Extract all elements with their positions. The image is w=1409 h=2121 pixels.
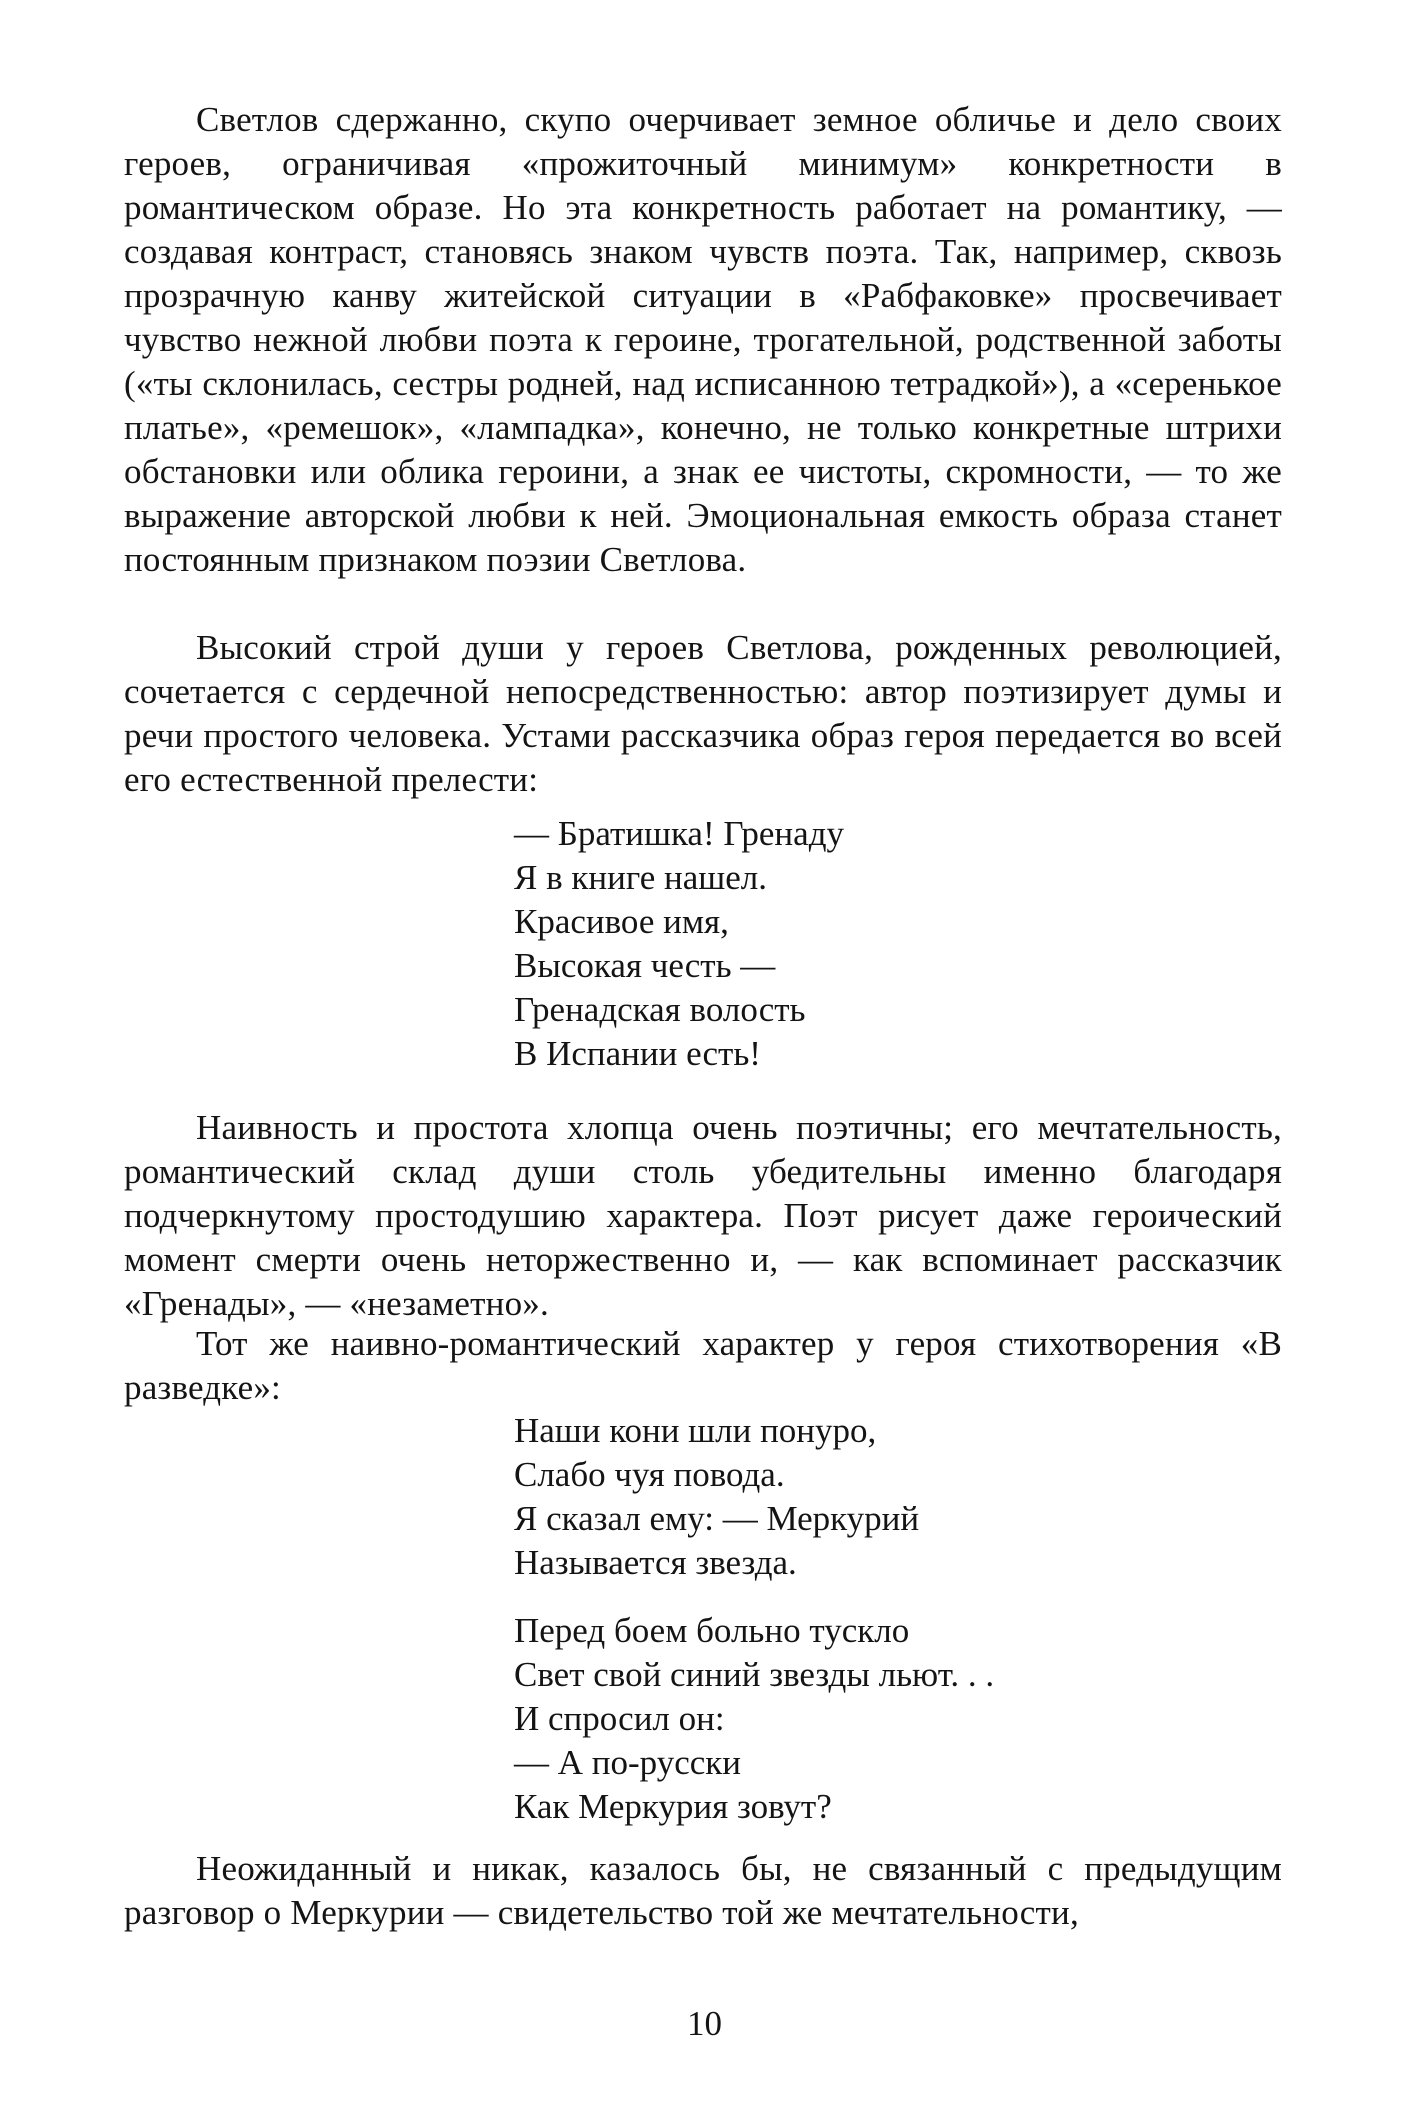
verse-line: И спросил он: xyxy=(514,1699,725,1738)
paragraph-1: Светлов сдержанно, скупо очерчивает земное обличье и дело своих героев, ограничивая «прожиточный минимум» конкретности в романтическом образе. Но эта конкретность работает на романтику, — создавая контраст, становясь знаком чувств поэта. Так, например, сквозь прозрачную канву житейской ситуации в «Рабфаковке» просвечивает чувство нежной любви поэта к героине, трогательной, родственной заботы («ты склонилась, сестры родней, над исписанною тетрадкой»), а «серенькое платье», «ремешок», «лампадка», конечно, не только конкретные штрихи обстановки или облика героини, а знак ее чистоты, скромности, — то же выражение авторской любви к ней. Эмоциональная емкость образа станет постоянным признаком поэзии Светлова. xyxy=(124,100,1282,579)
paragraph-5: Неожиданный и никак, казалось бы, не связанный с предыдущим разговор о Меркурии — свидетельство той же мечтательности, xyxy=(124,1849,1282,1932)
verse-line: Гренадская волость xyxy=(514,990,806,1029)
verse-grenada xyxy=(514,812,1214,1076)
paragraph-4: Тот же наивно-романтический характер у героя стихотворения «В разведке»: xyxy=(124,1324,1282,1407)
verse-line: — А по-русски xyxy=(514,1743,742,1782)
verse-line: Наши кони шли понуро, xyxy=(514,1411,877,1450)
verse-line: В Испании есть! xyxy=(514,1034,761,1073)
verse-line: Называется звезда. xyxy=(514,1543,797,1582)
verse-line: Я сказал ему: — Меркурий xyxy=(514,1499,920,1538)
paragraph-2: Высокий строй души у героев Светлова, рожденных революцией, сочетается с сердечной непосредственностью: автор поэтизирует думы и речи простого человека. Устами рассказчика образ героя передается во всей его естественной прелести: xyxy=(124,628,1282,799)
verse-line: Как Меркурия зовут? xyxy=(514,1787,832,1826)
verse-line: Слабо чуя повода. xyxy=(514,1455,785,1494)
verse-line: Свет свой синий звезды льют. . . xyxy=(514,1655,995,1694)
verse-razvedka-stanza-1 xyxy=(514,1409,1214,1585)
verse-line: — Братишка! Гренаду xyxy=(514,814,845,853)
verse-razvedka-stanza-2 xyxy=(514,1609,1214,1829)
verse-line: Я в книге нашел. xyxy=(514,858,767,897)
verse-line: Высокая честь — xyxy=(514,946,776,985)
verse-line: Перед боем больно тускло xyxy=(514,1611,910,1650)
paragraph-3: Наивность и простота хлопца очень поэтичны; его мечтательность, романтический склад души столь убедительны именно благодаря подчеркнутому простодушию характера. Поэт рисует даже героический момент смерти очень неторжественно и, — как вспоминает рассказчик «Гренады», — «незаметно». xyxy=(124,1108,1282,1323)
page-number: 10 xyxy=(687,2004,722,2043)
verse-line: Красивое имя, xyxy=(514,902,729,941)
